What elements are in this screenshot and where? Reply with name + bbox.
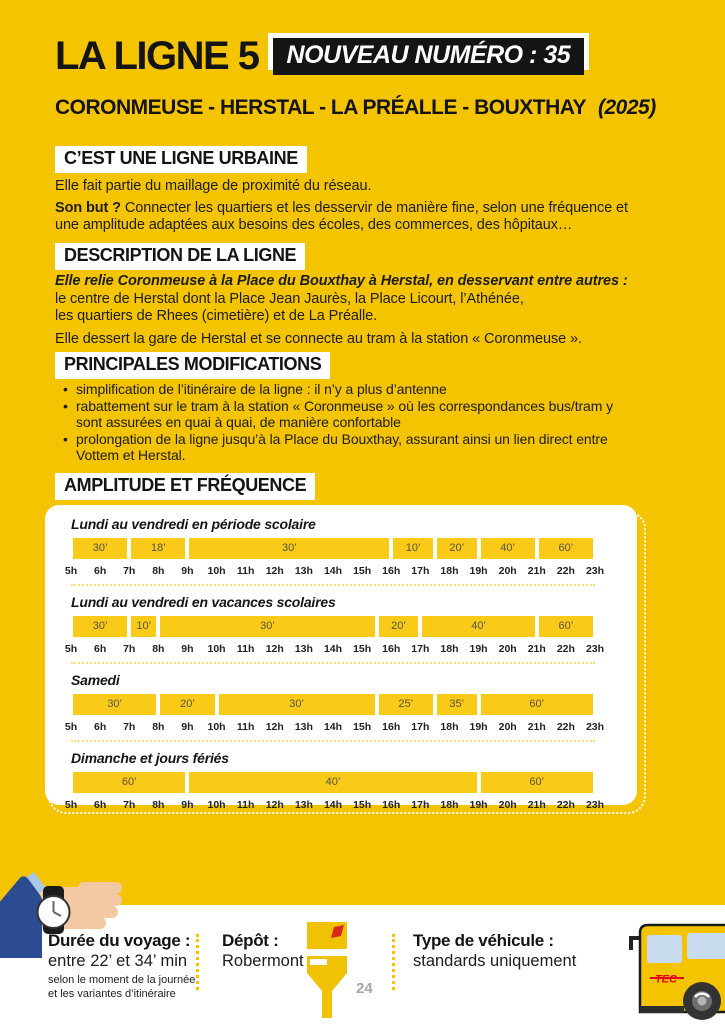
section-heading-modifications: PRINCIPALES MODIFICATIONS (55, 352, 330, 379)
frequency-segment: 60’ (481, 694, 593, 715)
hour-label: 8h (152, 565, 165, 577)
page-title: LA LIGNE 5 (55, 34, 259, 78)
hour-label: 8h (152, 643, 165, 655)
hour-scale (64, 721, 605, 733)
section-heading-urbaine: C’EST UNE LIGNE URBAINE (55, 146, 307, 173)
hour-label: 17h (411, 721, 430, 733)
hour-label: 19h (469, 721, 488, 733)
son-but-label: Son but ? (55, 200, 121, 216)
duration-label: Durée du voyage : (48, 931, 191, 950)
description-lead: Elle relie Coronmeuse à la Place du Bouxthay à Herstal, en desservant entre autres : (55, 273, 628, 289)
hour-label: 22h (556, 721, 575, 733)
hour-label: 12h (265, 799, 284, 811)
hour-label: 16h (382, 565, 401, 577)
frequency-segment: 60’ (73, 772, 185, 793)
frequency-bar (71, 538, 595, 559)
description-closing: Elle dessert la gare de Herstal et se connecte au tram à la station « Coronmeuse ». (55, 331, 582, 347)
frequency-segment: 30’ (189, 538, 389, 559)
schedule-rows (64, 508, 605, 818)
hour-label: 23h (585, 643, 605, 655)
bus-tec-logo-text: TEC (655, 973, 677, 986)
hour-label: 13h (294, 721, 313, 733)
hour-scale (64, 799, 605, 811)
hour-label: 11h (236, 799, 255, 811)
schedule-row (64, 584, 605, 662)
hour-label: 7h (123, 565, 136, 577)
frequency-segment: 20’ (379, 616, 419, 637)
son-but-text: Connecter les quartiers et les desservir de manière fine, selon une fréquence et une amplitude adaptées aux besoins des écoles, des commerces, des hôpitaux… (55, 200, 628, 233)
hour-label: 11h (236, 565, 255, 577)
hour-label: 10h (207, 565, 226, 577)
schedule-row-label: Dimanche et jours fériés (71, 750, 229, 766)
hour-label: 23h (585, 799, 605, 811)
hour-label: 14h (323, 799, 343, 811)
vehicle-label: Type de véhicule : (413, 931, 554, 950)
depot-brush-icon (306, 920, 348, 1020)
hour-label: 22h (556, 565, 575, 577)
modification-bullet: • rabattement sur le tram à la station « Coronmeuse » où les correspondances bus/tram y sont assurées en quai à quai, de manière confortable (62, 398, 637, 431)
hour-label: 13h (294, 643, 313, 655)
description-line-1: le centre de Herstal dont la Place Jean Jaurès, la Place Licourt, l’Athénée, (55, 291, 524, 307)
hour-label: 5h (64, 721, 78, 733)
frequency-segment: 10’ (393, 538, 433, 559)
frequency-segment: 10’ (131, 616, 156, 637)
hour-scale (64, 643, 605, 655)
hour-label: 11h (236, 643, 255, 655)
schedule-row-label: Lundi au vendredi en vacances scolaires (71, 594, 336, 610)
duration-value: entre 22’ et 34’ min (48, 952, 188, 970)
section-heading-amplitude: AMPLITUDE ET FRÉQUENCE (55, 473, 315, 500)
page-header (55, 36, 584, 76)
schedule-box (45, 505, 637, 811)
hour-label: 16h (382, 799, 401, 811)
hour-label: 6h (93, 643, 107, 655)
frequency-segment: 35’ (437, 694, 477, 715)
modifications-list (62, 381, 637, 464)
frequency-segment: 25’ (379, 694, 433, 715)
frequency-segment: 30’ (219, 694, 375, 715)
hour-label: 19h (469, 799, 488, 811)
hour-label: 14h (323, 643, 343, 655)
hour-label: 17h (411, 565, 430, 577)
hour-label: 8h (152, 721, 165, 733)
urbaine-paragraph-2 (55, 200, 645, 234)
hour-label: 23h (585, 721, 605, 733)
frequency-segment: 60’ (481, 772, 593, 793)
hour-label: 18h (440, 643, 459, 655)
hour-label: 10h (207, 799, 226, 811)
hour-label: 9h (181, 565, 194, 577)
frequency-segment: 30’ (73, 538, 127, 559)
hour-label: 13h (294, 565, 313, 577)
hour-label: 8h (152, 799, 165, 811)
route-subtitle-text: CORONMEUSE - HERSTAL - LA PRÉALLE - BOUXTHAY (55, 96, 586, 119)
frequency-segment: 30’ (73, 694, 156, 715)
hour-label: 9h (181, 721, 194, 733)
frequency-segment: 60’ (539, 616, 593, 637)
hour-label: 15h (353, 643, 372, 655)
frequency-segment: 40’ (481, 538, 535, 559)
duration-note-line1: selon le moment de la journée (48, 974, 196, 986)
page-number: 24 (356, 980, 373, 997)
vehicle-value: standards uniquement (413, 952, 577, 970)
hour-label: 16h (382, 643, 401, 655)
hour-label: 11h (236, 721, 255, 733)
hour-label: 18h (440, 721, 459, 733)
schedule-row (64, 508, 605, 584)
hour-label: 14h (323, 721, 343, 733)
hour-label: 12h (265, 565, 284, 577)
hour-label: 22h (556, 799, 575, 811)
hour-label: 6h (93, 721, 107, 733)
hour-label: 13h (294, 799, 313, 811)
hour-label: 6h (93, 565, 107, 577)
frequency-segment: 18’ (131, 538, 185, 559)
hour-label: 20h (498, 799, 517, 811)
description-line-2: les quartiers de Rhees (cimetière) et de La Préalle. (55, 308, 378, 324)
schedule-row (64, 740, 605, 818)
hour-label: 18h (440, 799, 459, 811)
hour-label: 18h (440, 565, 459, 577)
schedule-row-label: Samedi (71, 672, 120, 688)
hour-label: 9h (181, 643, 194, 655)
route-subtitle (55, 96, 656, 120)
section-heading-description: DESCRIPTION DE LA LIGNE (55, 243, 305, 270)
frequency-segment: 20’ (437, 538, 477, 559)
frequency-segment: 20’ (160, 694, 214, 715)
hour-label: 20h (498, 721, 517, 733)
hour-label: 21h (527, 643, 546, 655)
hour-label: 7h (123, 721, 136, 733)
hour-label: 15h (353, 565, 372, 577)
modification-bullet: • simplification de l’itinéraire de la ligne : il n’y a plus d’antenne (62, 381, 637, 398)
hour-label: 7h (123, 799, 136, 811)
hour-label: 17h (411, 643, 430, 655)
hour-label: 21h (527, 799, 546, 811)
hour-label: 23h (585, 565, 605, 577)
hour-label: 22h (556, 643, 575, 655)
urbaine-paragraph-1: Elle fait partie du maillage de proximité du réseau. (55, 178, 372, 194)
frequency-bar (71, 694, 595, 715)
hour-label: 10h (207, 643, 226, 655)
frequency-segment: 30’ (160, 616, 374, 637)
schedule-row-label: Lundi au vendredi en période scolaire (71, 516, 316, 532)
depot-value: Robermont (222, 952, 304, 970)
hour-label: 14h (323, 565, 343, 577)
hour-label: 20h (498, 643, 517, 655)
frequency-segment: 30’ (73, 616, 127, 637)
new-number-badge: NOUVEAU NUMÉRO : 35 (273, 38, 585, 75)
bus-icon (622, 916, 725, 1024)
hour-label: 20h (498, 565, 517, 577)
hour-label: 15h (353, 721, 372, 733)
hour-label: 12h (265, 721, 284, 733)
frequency-segment: 40’ (422, 616, 534, 637)
hour-label: 19h (469, 643, 488, 655)
hour-label: 16h (382, 721, 401, 733)
duration-note-line2: et les variantes d’itinéraire (48, 988, 176, 1000)
schedule-row (64, 662, 605, 740)
hour-label: 7h (123, 643, 136, 655)
modification-bullet: • prolongation de la ligne jusqu’à la Place du Bouxthay, assurant ainsi un lien direct entre Vottem et Herstal. (62, 431, 637, 464)
hour-label: 5h (64, 643, 78, 655)
frequency-segment: 60’ (539, 538, 593, 559)
hour-label: 10h (207, 721, 226, 733)
frequency-bar (71, 616, 595, 637)
hour-label: 5h (64, 799, 78, 811)
route-subtitle-year: (2025) (598, 96, 656, 119)
hour-label: 19h (469, 565, 488, 577)
hour-label: 5h (64, 565, 78, 577)
hour-label: 6h (93, 799, 107, 811)
hour-label: 21h (527, 565, 546, 577)
hour-scale (64, 565, 605, 577)
hour-label: 12h (265, 643, 284, 655)
frequency-segment: 40’ (189, 772, 476, 793)
footer-divider (196, 934, 199, 990)
hour-label: 15h (353, 799, 372, 811)
footer-divider (392, 934, 395, 990)
depot-label: Dépôt : (222, 931, 279, 950)
hour-label: 9h (181, 799, 194, 811)
frequency-bar (71, 772, 595, 793)
hour-label: 21h (527, 721, 546, 733)
hour-label: 17h (411, 799, 430, 811)
